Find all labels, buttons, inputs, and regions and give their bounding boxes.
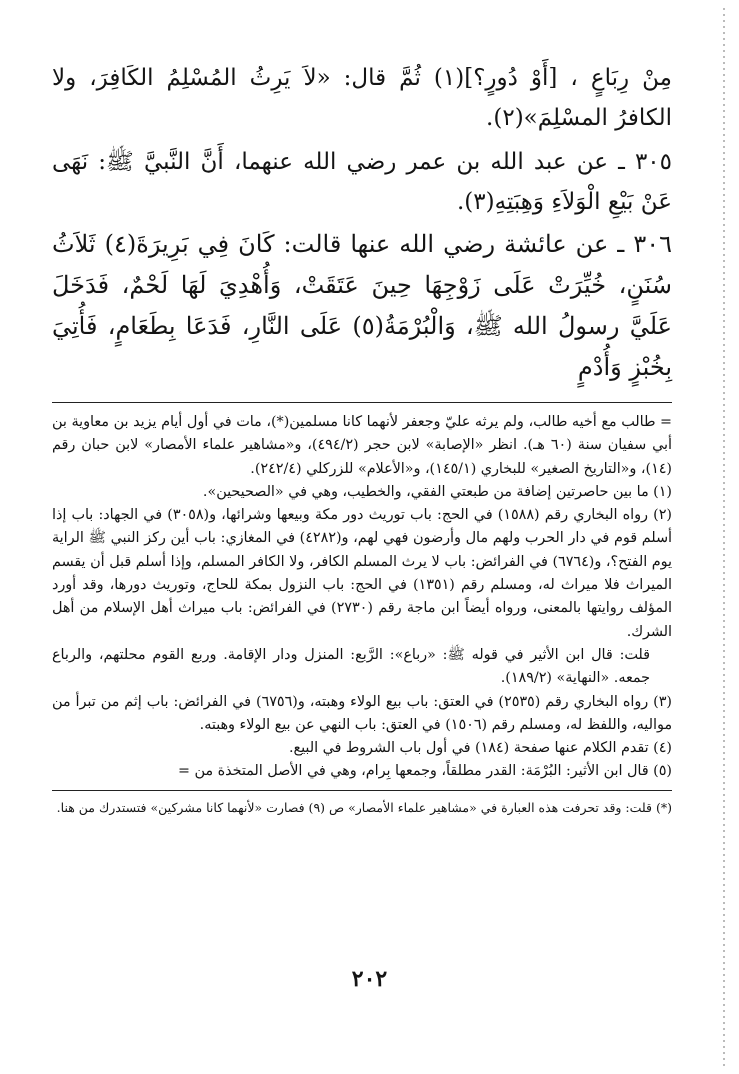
scan-edge	[723, 8, 725, 1066]
main-text	[52, 58, 672, 388]
footnote-1: (١) ما بين حاصرتين إضافة من طبعتي الفقي، والخطيب، وهي في «الصحيحين».	[202, 483, 672, 500]
footnote-3: (٣) رواه البخاري رقم (٢٥٣٥) في العتق: باب بيع الولاء وهبته، و(٦٧٥٦) في الفرائض: باب إثم من تبرأ من مواليه، واللفظ له، ومسلم رقم (١٥٠٦) في العتق: باب النهي عن بيع الولاء وهبته.	[52, 693, 672, 733]
hadith-306: ٣٠٦ ـ عن عائشة رضي الله عنها قالت: كَانَ فِي بَرِيرَةَ(٤) ثَلاَثُ سُنَنٍ، خُيِّرَتْ عَلَى زَوْجِهَا حِينَ عَتَقَتْ، وَأُهْدِيَ لَهَا لَحْمٌ، فَدَخَلَ عَلَيَّ رسولُ الله ﷺ، وَالْبُرْمَةُ(٥) عَلَى النَّارِ، فَدَعَا بِطَعَامٍ، فَأُتِيَ بِخُبْزٍ وَأُدْمٍ	[52, 230, 672, 381]
footnote-separator	[52, 402, 672, 403]
star-note-separator	[52, 790, 672, 791]
footnote-carry-over: = طالب مع أخيه طالب، ولم يرثه عليّ وجعفر لأنهما كانا مسلمين(*)، مات في أول أيام يزيد بن معاوية بن أبي سفيان سنة (٦٠ هـ). انظر «الإصابة» لابن حجر (٤٩٤/٢)، و«مشاهير علماء الأمصار» لابن حبان رقم (١٤)، و«التاريخ الصغير» للبخاري (١٤٥/١)، و«الأعلام» للزركلي (٢٤٢/٤).	[52, 414, 672, 477]
hadith-304-continuation: مِنْ رِبَاعٍ ، [أَوْ دُورٍ؟](١) ثُمَّ قال: «لاَ يَرِثُ المُسْلِمُ الكَافِرَ، ولا الكافرُ المسْلِمَ»(٢).	[52, 65, 672, 131]
footnote-4: (٤) تقدم الكلام عنها صفحة (١٨٤) في أول باب الشروط في البيع.	[288, 740, 672, 757]
page-content	[52, 58, 672, 819]
footnote-2: (٢) رواه البخاري رقم (١٥٨٨) في الحج: باب توريث دور مكة وبيعها وشرائها، و(٣٠٥٨) في الجهاد: باب إذا أسلم قوم في دار الحرب ولهم مال وأرضون فهي لهم، و(٤٢٨٢) في المغازي: باب أين ركز النبي ﷺ الراية يوم الفتح؟، و(٦٧٦٤) في الفرائض: باب لا يرث المسلم الكافر، ولا الكافر المسلم، وإذا أسلم قبل أن يقسم الميراث فلا ميراث له، ومسلم رقم (١٣٥١) في الحج: باب النزول بمكة للحاج، وتوريث دورها، وقد أورد المؤلف روايتها بالمعنى، ورواه أيضاً ابن ماجة رقم (٢٧٣٠) في الفرائض: باب ميراث أهل الإسلام من أهل الشرك.	[52, 507, 673, 640]
footnote-star: (*) قلت: وقد تحرفت هذه العبارة في «مشاهير علماء الأمصار» ص (٩) فصارت «لأنهما كانا مشركين» فتستدرك من هنا.	[56, 799, 672, 815]
page-number: ٢٠٢	[351, 966, 388, 992]
footnote-5: (٥) قال ابن الأثير: البُرْمَة: القدر مطلقاً، وجمعها بِرام، وهي في الأصل المتخذة من =	[178, 763, 672, 780]
hadith-305: ٣٠٥ ـ عن عبد الله بن عمر رضي الله عنهما، أَنَّ النَّبيَّ ﷺ: نَهَى عَنْ بَيْعِ الْوَلاَءِ وَهِبَتِهِ(٣).	[52, 149, 672, 215]
footnotes	[52, 411, 672, 784]
footnote-2-remark: قلت: قال ابن الأثير في قوله ﷺ: «رباع»: الرَّبع: المنزل ودار الإقامة. وربع القوم محلتهم، والرباع جمعه. «النهاية» (١٨٩/٢).	[52, 646, 650, 687]
